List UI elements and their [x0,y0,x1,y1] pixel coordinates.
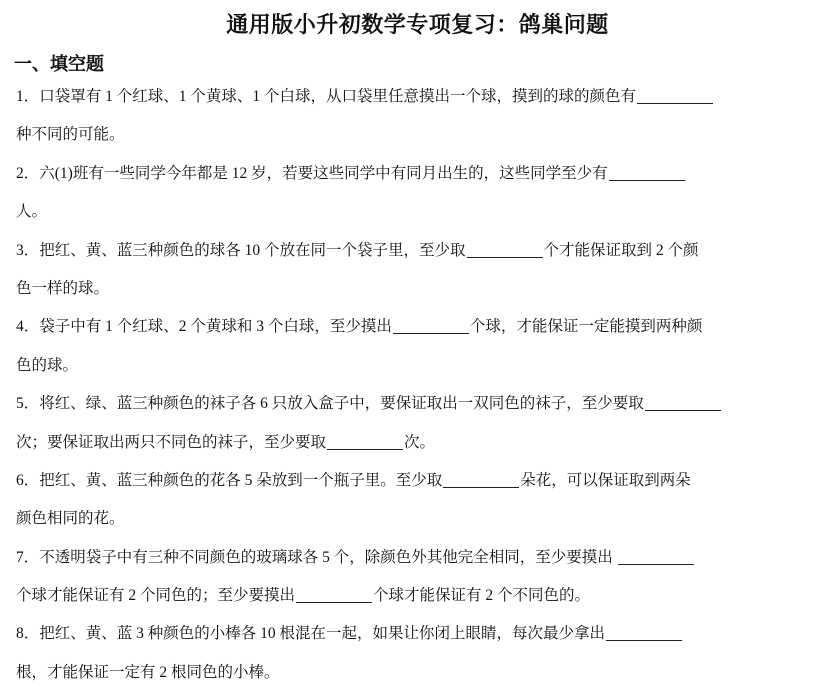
question-3 [16,234,826,311]
answer-blank[interactable] [606,625,682,642]
question-text: 个球，才能保证一定能摸到两种颜 [469,318,703,336]
section-heading: 一、填空题 [14,54,104,75]
question-text: 个球才能保证有 2 个同色的；至少要摸出 [16,587,296,605]
question-text: 3．把红、黄、蓝三种颜色的球各 10 个放在同一个袋子里，至少取 [16,241,466,259]
question-line [16,617,826,655]
answer-blank[interactable] [609,164,685,181]
question-text: 8．把红、黄、蓝 3 种颜色的小棒各 10 根混在一起，如果让你闭上眼睛，每次最少拿出 [16,625,606,643]
answer-blank[interactable] [637,88,713,105]
question-line [16,541,826,579]
question-line [16,426,826,464]
question-line [16,656,826,694]
question-line [16,80,826,118]
question-line [16,579,826,617]
question-text: 色一样的球。 [16,279,110,297]
question-6 [16,464,826,541]
question-text: 朵花，可以保证取到两朵 [520,471,691,489]
page-title: 通用版小升初数学专项复习：鸽巢问题 [226,13,609,38]
question-text: 人。 [16,203,48,221]
question-8 [16,617,826,694]
answer-blank[interactable] [618,548,694,565]
question-line [16,387,826,425]
question-line [16,349,826,387]
question-7 [16,541,826,618]
question-text: 个球才能保证有 2 个不同色的。 [373,587,591,605]
answer-blank[interactable] [327,433,403,450]
question-list [16,80,826,694]
question-line [16,118,826,156]
question-text: 1．口袋罩有 1 个红球、1 个黄球、1 个白球，从口袋里任意摸出一个球，摸到的球的颜色有 [16,88,637,105]
question-line [16,502,826,540]
question-text: 种不同的可能。 [16,126,125,144]
question-line [16,157,826,195]
question-line [16,195,826,233]
question-text: 7．不透明袋子中有三种不同颜色的玻璃球各 5 个，除颜色外其他完全相同，至少要摸出 [16,548,617,566]
question-line [16,234,826,272]
question-text: 4．袋子中有 1 个红球、2 个黄球和 3 个白球，至少摸出 [16,318,392,336]
question-text: 2．六(1)班有一些同学今年都是 12 岁，若要这些同学中有同月出生的，这些同学至少有 [16,164,608,182]
question-text: 个才能保证取到 2 个颜 [543,241,699,259]
answer-blank[interactable] [467,241,543,258]
question-text: 6．把红、黄、蓝三种颜色的花各 5 朵放到一个瓶子里。至少取 [16,471,443,489]
question-1 [16,80,826,157]
question-line [16,310,826,348]
question-2 [16,157,826,234]
question-line [16,464,826,502]
question-5 [16,387,826,464]
question-text: 颜色相同的花。 [16,510,125,528]
question-text: 次。 [404,433,436,451]
answer-blank[interactable] [443,471,519,488]
question-text: 次；要保证取出两只不同色的袜子，至少要取 [16,433,327,451]
answer-blank[interactable] [645,395,721,412]
answer-blank[interactable] [393,318,469,335]
question-line [16,272,826,310]
question-4 [16,310,826,387]
question-text: 5．将红、绿、蓝三种颜色的袜子各 6 只放入盒子中，要保证取出一双同色的袜子，至少要取 [16,395,644,413]
question-text: 根，才能保证一定有 2 根同色的小棒。 [16,663,280,681]
answer-blank[interactable] [296,587,372,604]
question-text: 色的球。 [16,356,79,374]
